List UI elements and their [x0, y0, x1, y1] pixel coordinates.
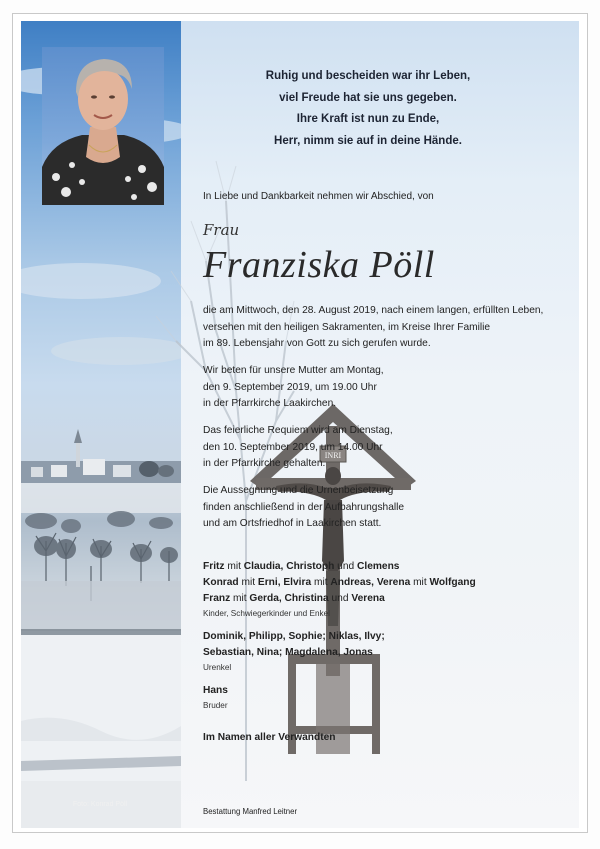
text-line: im 89. Lebensjahr von Gott zu sich gerufen wurde.	[203, 338, 431, 349]
poem-line: Herr, nimm sie auf in deine Hände.	[274, 134, 462, 147]
burial-paragraph	[203, 483, 404, 533]
family-line: Sebastian, Nina; Magdalena, Jonas	[203, 647, 373, 658]
text-line: den 10. September 2019, um 14.00 Uhr	[203, 441, 383, 453]
family-relation-label: Kinder, Schwiegerkinder und Enkel	[203, 609, 330, 618]
inri-label: INRI	[324, 451, 342, 460]
poem-line: Ruhig und bescheiden war ihr Leben,	[265, 70, 471, 82]
undertaker-credit: Bestattung Manfred Leitner	[203, 807, 298, 816]
family-line: Dominik, Philipp, Sophie; Niklas, Ilvy;	[203, 631, 385, 642]
text-line: Wir beten für unsere Mutter am Montag,	[203, 365, 384, 376]
family-line: Franz mit Gerda, Christina und Verena	[203, 593, 385, 604]
text-line: den 9. September 2019, um 19.00 Uhr	[203, 381, 377, 393]
text-line: Das feierliche Requiem wird am Dienstag,	[203, 425, 393, 436]
family-line: Fritz mit Claudia, Christoph und Clemens	[203, 561, 400, 572]
text-line: in der Pfarrkirche gehalten.	[203, 458, 326, 469]
text-line: finden anschließend in der Aufbahrungshalle	[203, 501, 405, 513]
family-relation-label: Bruder	[203, 701, 228, 710]
text-line: und am Ortsfriedhof in Laakirchen statt.	[203, 518, 382, 529]
intro-text: In Liebe und Dankbarkeit nehmen wir Abschied, von	[203, 191, 434, 202]
relatives-line: Im Namen aller Verwandten	[203, 732, 336, 743]
family-line: Konrad mit Erni, Elvira mit Andreas, Verena mit Wolfgang	[203, 577, 476, 588]
text-line: Die Aussegnung und die Urnenbeisetzung	[203, 485, 394, 496]
obituary-card	[21, 21, 579, 828]
text-line: die am Mittwoch, den 28. August 2019, nach einem langen, erfüllten Leben,	[203, 305, 544, 316]
poem-line: Ihre Kraft ist nun zu Ende,	[296, 113, 440, 125]
family-relation-label: Urenkel	[203, 663, 232, 672]
text-line: versehen mit den heiligen Sakramenten, im Kreise Ihrer Familie	[203, 321, 491, 333]
salutation: Frau	[203, 221, 240, 239]
photo-credit: Foto: Konrad Pöll	[73, 801, 128, 808]
family-line: Hans	[203, 685, 228, 696]
mourners-list	[203, 559, 476, 746]
poem-line: viel Freude hat sie uns gegeben.	[279, 91, 457, 104]
prayer-paragraph	[203, 363, 384, 413]
obituary-text	[203, 21, 579, 828]
death-notice-paragraph	[203, 303, 543, 353]
text-line: in der Pfarrkirche Laakirchen.	[203, 398, 337, 409]
deceased-name: Franziska Pöll	[203, 244, 435, 286]
poem	[253, 66, 483, 152]
requiem-paragraph	[203, 423, 393, 473]
